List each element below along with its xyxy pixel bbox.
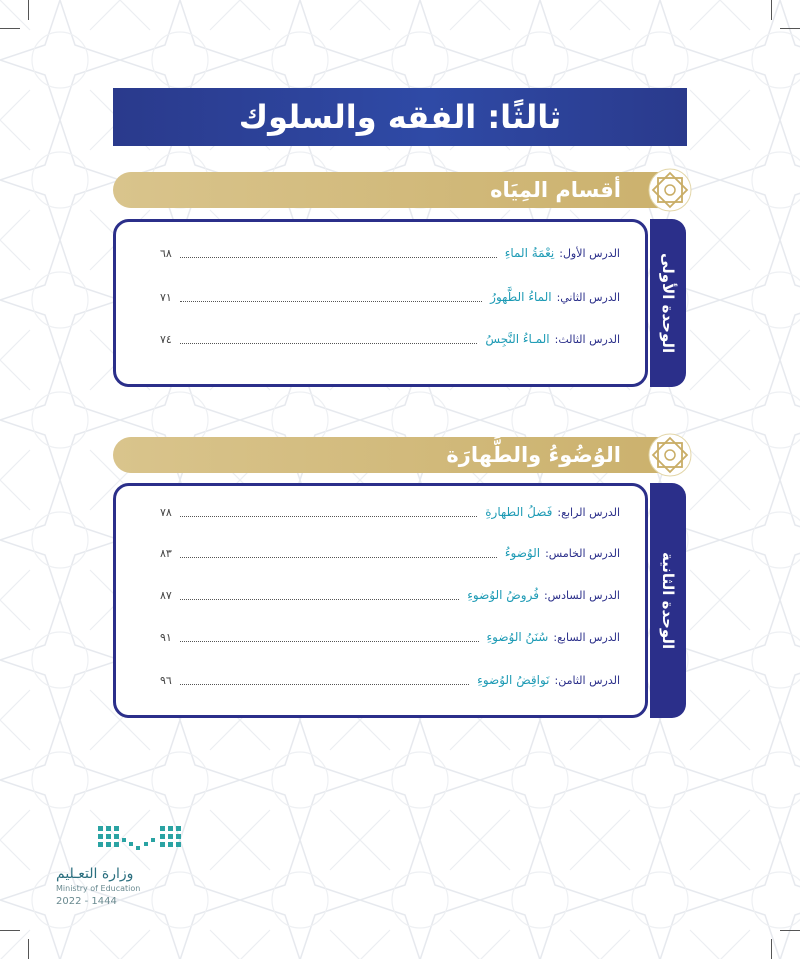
lesson-label: الدرس الثالث:: [554, 332, 620, 346]
lesson-label: الدرس الثامن:: [554, 673, 620, 687]
edition-year: 2022 - 1444: [56, 896, 117, 907]
lesson-page: ٧١: [160, 290, 172, 304]
crop-mark: [0, 28, 20, 29]
lesson-label: الدرس الرابع:: [557, 505, 620, 519]
lesson-title: فُروضُ الوُضوءِ: [467, 588, 539, 602]
crop-mark: [0, 930, 20, 931]
crop-mark: [780, 28, 800, 29]
dot-leader: [180, 676, 469, 685]
lesson-row[interactable]: [160, 329, 620, 349]
dot-leader: [180, 591, 459, 600]
crop-mark: [780, 930, 800, 931]
ministry-name-en: Ministry of Education: [56, 884, 141, 893]
section-heading: [113, 172, 673, 208]
dot-leader: [180, 549, 497, 558]
lesson-title: المـاءُ النَّجِسُ: [485, 332, 550, 346]
lesson-page: ٦٨: [160, 246, 172, 260]
dot-leader: [180, 335, 478, 344]
dot-leader: [180, 508, 477, 517]
unit-label: الوحدة الأولى: [659, 252, 677, 354]
section-heading: [113, 437, 673, 473]
crop-mark: [28, 939, 29, 959]
lesson-page: ٨٧: [160, 588, 172, 602]
lesson-row[interactable]: [160, 627, 620, 647]
crop-mark: [771, 939, 772, 959]
star-emblem-icon: [648, 168, 692, 212]
lesson-title: الماءُ الطَّهورُ: [490, 290, 552, 304]
crop-mark: [28, 0, 29, 20]
lesson-title: سُنَنُ الوُضوءِ: [486, 630, 549, 644]
unit-two-tab: [650, 483, 686, 718]
dot-leader: [180, 249, 497, 258]
lesson-row[interactable]: [160, 502, 620, 522]
lesson-title: الوُضوءُ: [504, 546, 541, 560]
unit-one-tab: [650, 219, 686, 387]
star-emblem-icon: [648, 433, 692, 477]
lesson-label: الدرس السابع:: [553, 630, 620, 644]
lesson-label: الدرس السادس:: [543, 588, 620, 602]
lesson-page: ٩٦: [160, 673, 172, 687]
unit-label: الوحدة الثانية: [659, 551, 677, 650]
lesson-title: نِعْمَةُ الماءِ: [504, 246, 555, 260]
lesson-page: ٩١: [160, 630, 172, 644]
ministry-logo-icon: [88, 822, 198, 862]
page-title: ثالثًا: الفقه والسلوك: [113, 88, 687, 146]
lesson-page: ٧٨: [160, 505, 172, 519]
lesson-page: ٧٤: [160, 332, 172, 346]
lesson-title: نَواقِضُ الوُضوءِ: [477, 673, 550, 687]
lesson-label: الدرس الأول:: [559, 246, 620, 260]
lesson-row[interactable]: [160, 585, 620, 605]
section-heading-text: أقسام المِيَاه: [490, 178, 621, 202]
lesson-row[interactable]: [160, 243, 620, 263]
dot-leader: [180, 633, 479, 642]
lesson-page: ٨٣: [160, 546, 172, 560]
crop-mark: [771, 0, 772, 20]
lesson-row[interactable]: [160, 670, 620, 690]
section-heading-text: الوُضُوءُ والطَّهارَة: [446, 443, 621, 467]
lesson-label: الدرس الثاني:: [556, 290, 620, 304]
lesson-title: فَضلُ الطهارةِ: [485, 505, 553, 519]
lesson-row[interactable]: [160, 543, 620, 563]
ministry-name-ar: وزارة التعـليم: [56, 866, 134, 882]
lesson-row[interactable]: [160, 287, 620, 307]
lesson-label: الدرس الخامس:: [545, 546, 620, 560]
dot-leader: [180, 293, 482, 302]
